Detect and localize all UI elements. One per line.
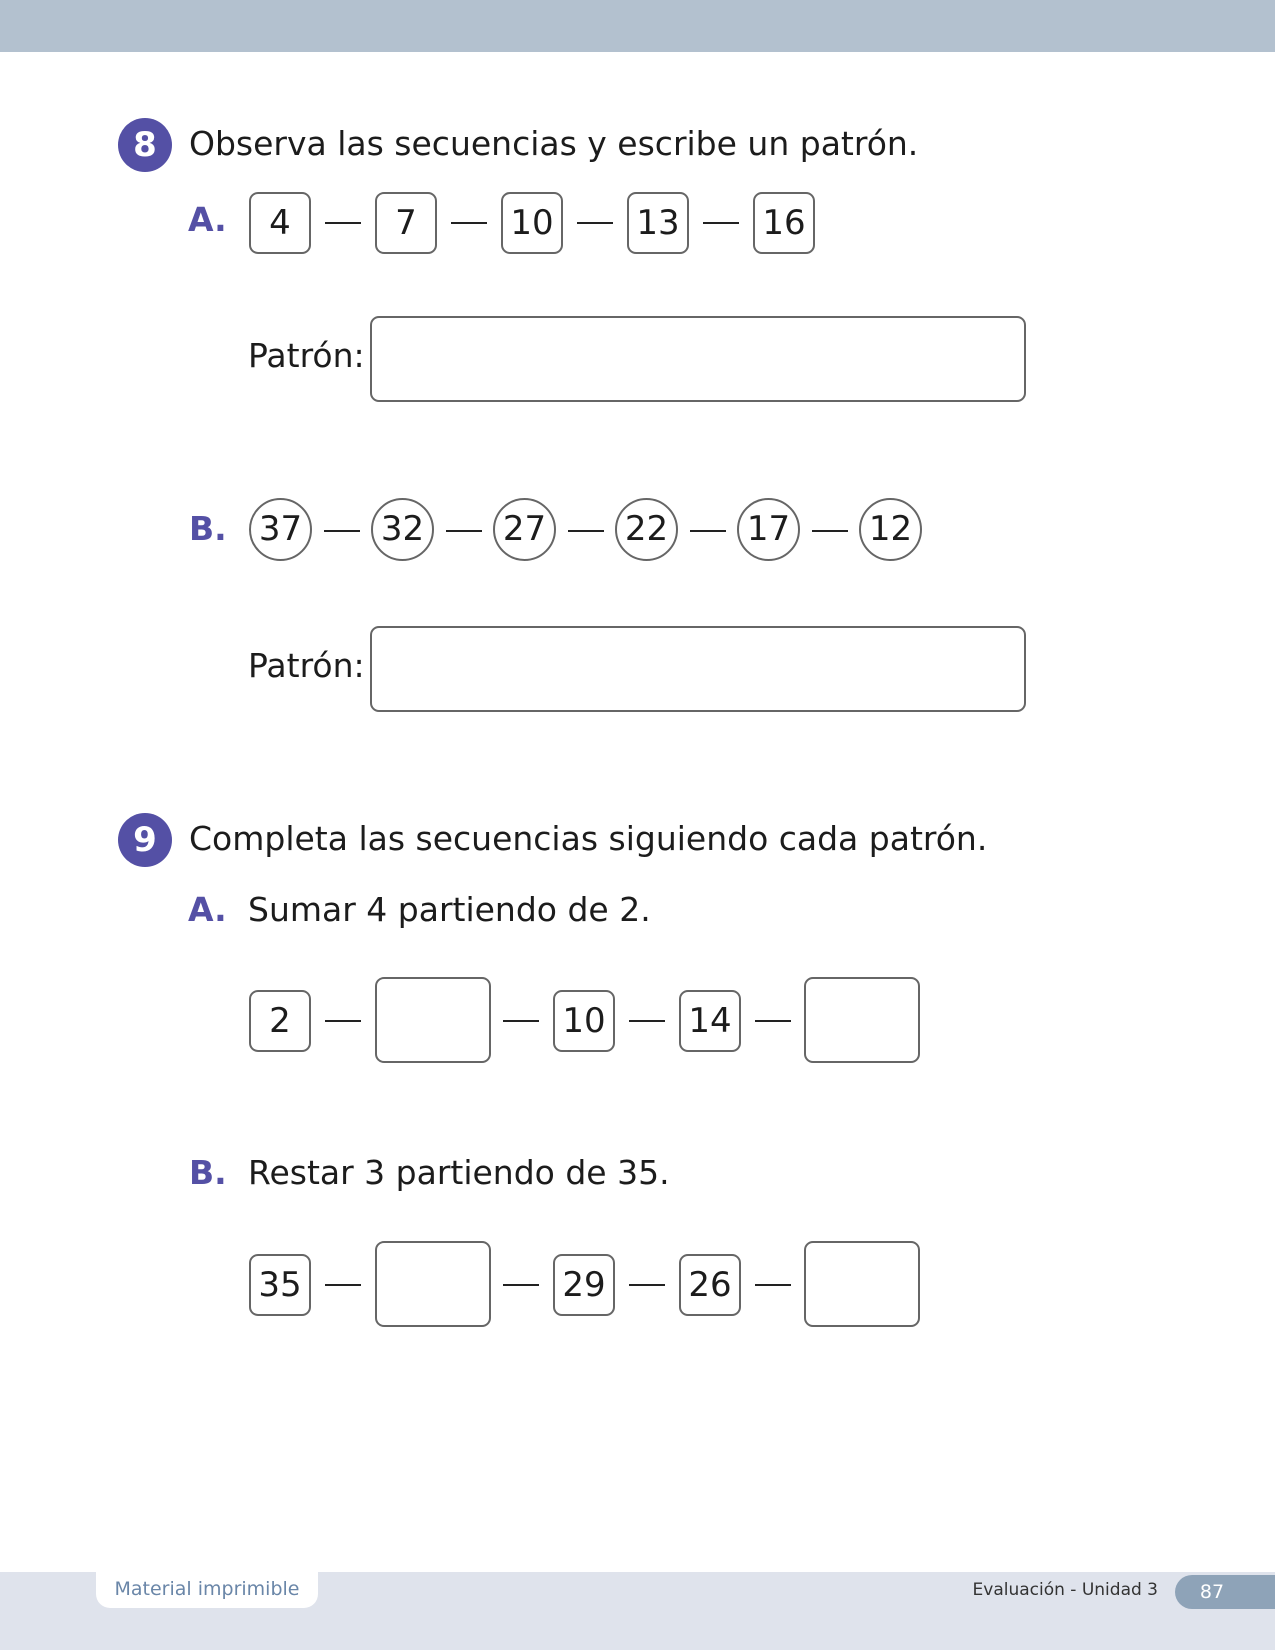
sequence-dash: [325, 1020, 361, 1022]
q9a-instruction: Sumar 4 partiendo de 2.: [248, 890, 651, 929]
q9b-value: 29: [553, 1254, 615, 1316]
sequence-dash: [325, 222, 361, 224]
q8a-value: 13: [627, 192, 689, 254]
q9b-blank-box[interactable]: [375, 1241, 491, 1327]
sequence-dash: [451, 222, 487, 224]
q9b-instruction: Restar 3 partiendo de 35.: [248, 1153, 670, 1192]
top-banner: [0, 0, 1275, 52]
q9a-letter: A.: [188, 890, 227, 929]
q9b-value: 35: [249, 1254, 311, 1316]
q8a-value: 16: [753, 192, 815, 254]
q9b-letter: B.: [189, 1153, 227, 1192]
q8b-value: 32: [371, 498, 434, 561]
q8a-value: 4: [249, 192, 311, 254]
sequence-dash: [446, 530, 482, 532]
sequence-dash: [703, 222, 739, 224]
q9a-blank-box[interactable]: [375, 977, 491, 1063]
sequence-dash: [755, 1020, 791, 1022]
question-8-text: Observa las secuencias y escribe un patrón.: [189, 124, 919, 163]
q8b-letter: B.: [189, 509, 227, 548]
footer-material-label: Material imprimible: [96, 1572, 318, 1608]
sequence-dash: [503, 1284, 539, 1286]
q8a-value: 10: [501, 192, 563, 254]
question-9-text: Completa las secuencias siguiendo cada patrón.: [189, 819, 988, 858]
q8b-value: 27: [493, 498, 556, 561]
sequence-dash: [325, 1284, 361, 1286]
q8a-value: 7: [375, 192, 437, 254]
footer-unit-label: Evaluación - Unidad 3: [972, 1580, 1158, 1600]
q8b-value: 12: [859, 498, 922, 561]
sequence-dash: [812, 530, 848, 532]
q8b-pattern-label: Patrón:: [248, 646, 365, 685]
q9a-value: 14: [679, 990, 741, 1052]
q8b-value: 22: [615, 498, 678, 561]
page-number: 87: [1175, 1575, 1275, 1609]
sequence-dash: [503, 1020, 539, 1022]
q9a-value: 10: [553, 990, 615, 1052]
q9a-value: 2: [249, 990, 311, 1052]
sequence-dash: [629, 1284, 665, 1286]
sequence-dash: [629, 1020, 665, 1022]
q8a-letter: A.: [188, 200, 227, 239]
sequence-dash: [568, 530, 604, 532]
q8b-value: 17: [737, 498, 800, 561]
q8b-value: 37: [249, 498, 312, 561]
q8a-pattern-answer-box[interactable]: [370, 316, 1026, 402]
sequence-dash: [324, 530, 360, 532]
sequence-dash: [690, 530, 726, 532]
q9b-value: 26: [679, 1254, 741, 1316]
sequence-dash: [577, 222, 613, 224]
q9b-blank-box[interactable]: [804, 1241, 920, 1327]
q8a-pattern-label: Patrón:: [248, 336, 365, 375]
question-8-number: 8: [118, 118, 172, 172]
sequence-dash: [755, 1284, 791, 1286]
question-9-number: 9: [118, 813, 172, 867]
q8b-pattern-answer-box[interactable]: [370, 626, 1026, 712]
q9a-blank-box[interactable]: [804, 977, 920, 1063]
